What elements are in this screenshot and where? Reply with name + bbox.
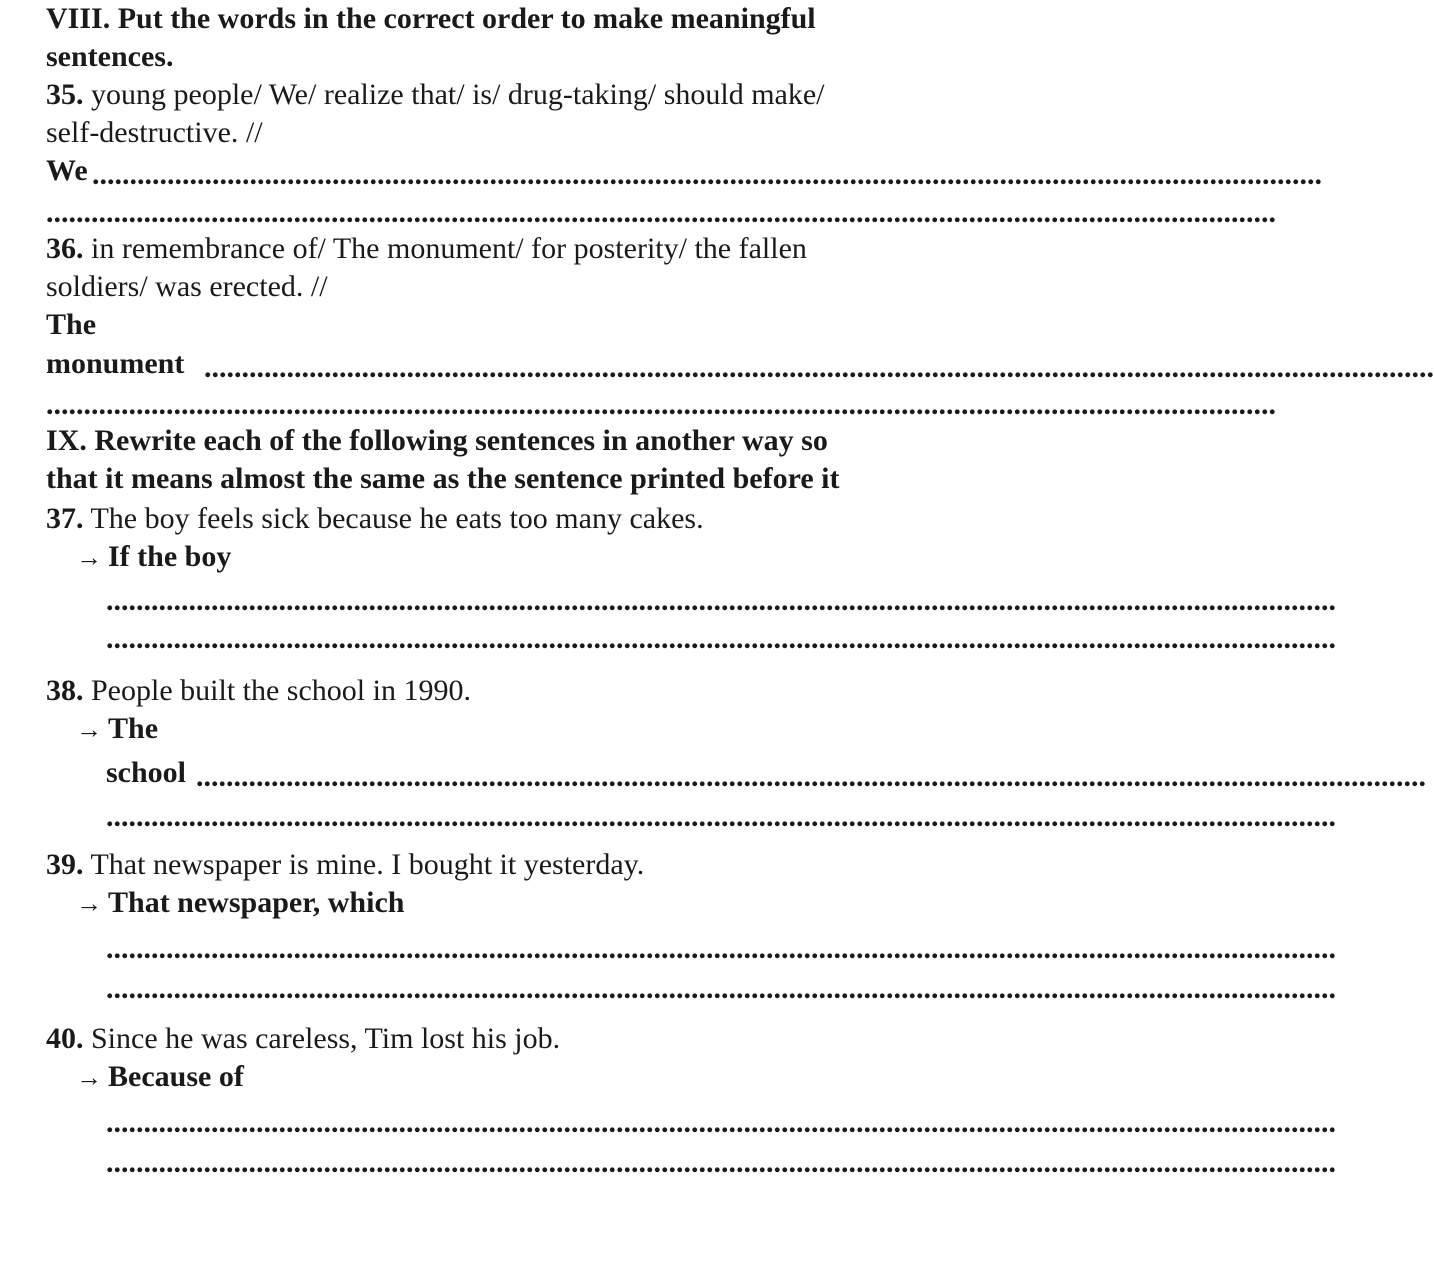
question-36-starter-line-2: monument (46, 347, 185, 380)
question-39-text: That newspaper is mine. I bought it yesterday. (90, 848, 645, 881)
question-37-number: 37. (46, 502, 84, 535)
question-39-line (46, 846, 644, 884)
question-37-starter-line (76, 538, 231, 577)
question-36-text: in remembrance of/ The monument/ for posterity/ the fallen (91, 232, 807, 265)
question-40-starter: Because of (108, 1060, 244, 1093)
question-38-starter-line-2: school (106, 756, 187, 789)
question-37-text: The boy feels sick because he eats too many cakes. (90, 502, 704, 535)
question-36-line-1 (46, 230, 807, 268)
arrow-right-icon: → (76, 889, 102, 918)
question-36-line-2: soldiers/ was erected. // (46, 270, 328, 303)
question-35-line-2: self-destructive. // (46, 116, 263, 149)
answer-37-line-2[interactable]: .................................................................................................................................................................... (106, 622, 1336, 655)
section-9-heading-line-2: that it means almost the same as the sentence printed before it (46, 462, 840, 495)
question-35-line-1 (46, 76, 825, 114)
section-8-heading-line-2: sentences. (46, 40, 174, 73)
answer-36-line-2[interactable]: .................................................................................................................................................................... (46, 388, 1276, 421)
question-37-starter: If the boy (108, 540, 232, 573)
section-9-heading-line-1: IX. Rewrite each of the following sentences in another way so (46, 424, 828, 457)
question-38-line (46, 672, 471, 710)
answer-38-line-2[interactable]: .................................................................................................................................................................... (106, 800, 1336, 833)
answer-40-line-1[interactable]: .................................................................................................................................................................... (106, 1106, 1336, 1139)
question-38-text: People built the school in 1990. (91, 674, 471, 707)
question-35-text: young people/ We/ realize that/ is/ drug-taking/ should make/ (91, 78, 825, 111)
question-37-line (46, 500, 704, 538)
answer-39-line-2[interactable]: .................................................................................................................................................................... (106, 972, 1336, 1005)
question-40-starter-line (76, 1058, 244, 1097)
question-38-number: 38. (46, 674, 84, 707)
question-40-number: 40. (46, 1022, 84, 1055)
arrow-right-icon: → (76, 1063, 102, 1092)
answer-36-line-1[interactable]: .................................................................................................................................................................... (204, 351, 1434, 384)
arrow-right-icon: → (76, 715, 102, 744)
question-36-starter-line-1: The (46, 308, 97, 341)
section-8-heading-line-1: VIII. Put the words in the correct order to make meaningful (46, 2, 816, 35)
question-35-number: 35. (46, 78, 84, 111)
arrow-right-icon: → (76, 543, 102, 572)
answer-40-line-2[interactable]: .................................................................................................................................................................... (106, 1146, 1336, 1179)
question-39-starter-line (76, 884, 404, 923)
question-35-starter: We (46, 154, 88, 187)
question-38-starter-line-1: The (108, 712, 159, 745)
answer-38-line-1[interactable]: .................................................................................................................................................................... (196, 760, 1426, 793)
question-39-starter: That newspaper, which (108, 886, 405, 919)
answer-39-line-1[interactable]: .................................................................................................................................................................... (106, 932, 1336, 965)
question-40-text: Since he was careless, Tim lost his job. (91, 1022, 561, 1055)
question-40-line (46, 1020, 560, 1058)
question-38-starter-line (76, 710, 158, 749)
question-36-number: 36. (46, 232, 84, 265)
answer-37-line-1[interactable]: .................................................................................................................................................................... (106, 584, 1336, 617)
question-39-number: 39. (46, 848, 84, 881)
answer-35-line-1[interactable]: .................................................................................................................................................................... (92, 158, 1322, 191)
answer-35-line-2[interactable]: .................................................................................................................................................................... (46, 196, 1276, 229)
